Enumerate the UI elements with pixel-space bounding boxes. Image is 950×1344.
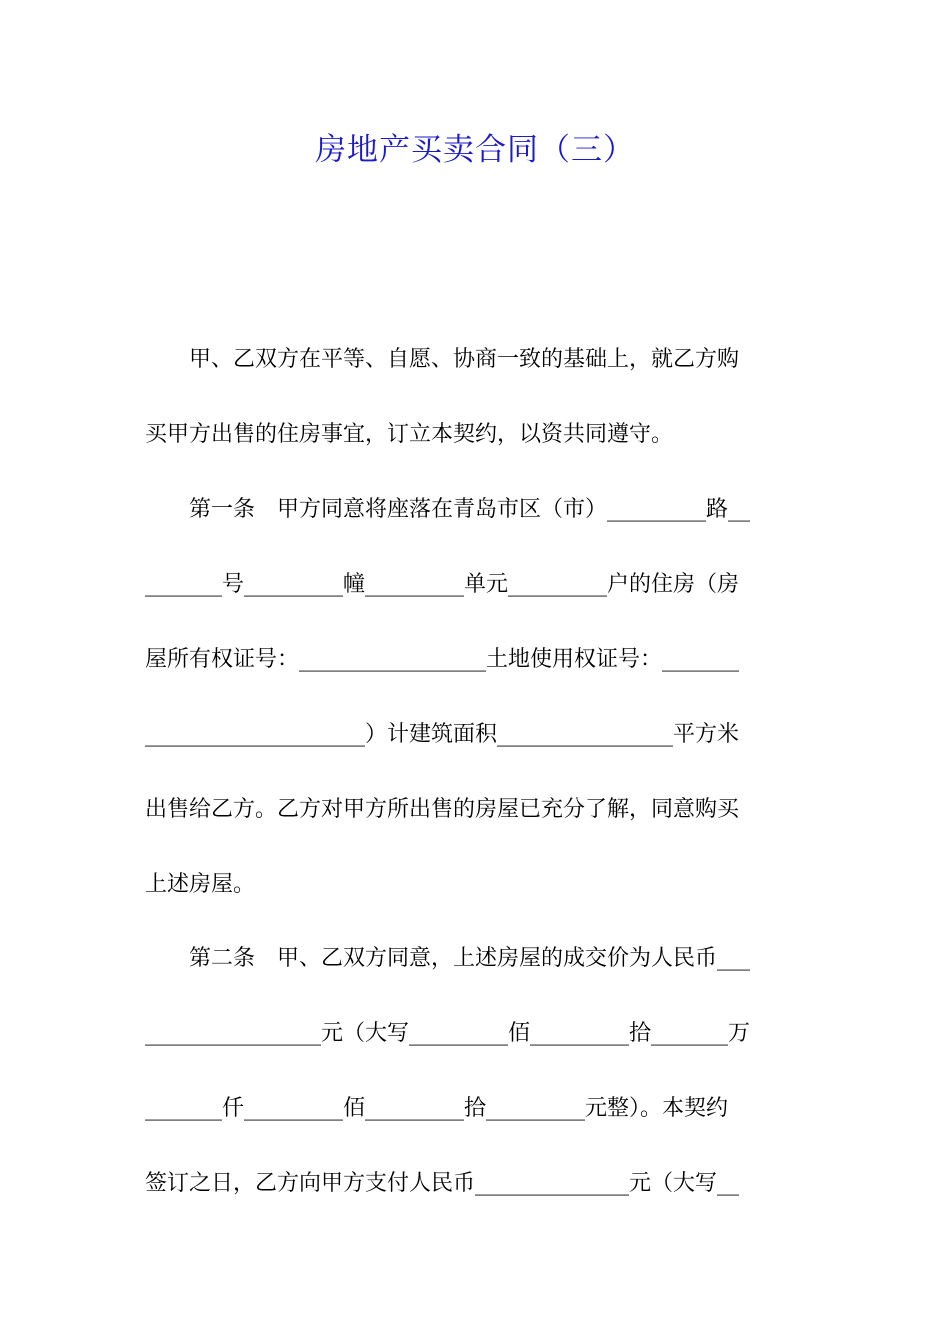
paragraph-line: 上述房屋。 <box>145 872 256 897</box>
paragraph-line: 买甲方出售的住房事宜，订立本契约，以资共同遵守。 <box>145 422 674 447</box>
paragraph-line: _______仟_________佰_________拾_________元整）。本契约 <box>145 1096 729 1121</box>
paragraph-line: _______号_________幢_________单元_________户的住房（房 <box>145 572 740 597</box>
document-title: 房地产买卖合同（三） <box>315 132 635 168</box>
paragraph-line: 屋所有权证号：_________________土地使用权证号：_______ <box>145 647 740 672</box>
paragraph-line: 第二条 甲、乙双方同意，上述房屋的成交价为人民币___ <box>145 946 751 971</box>
paragraph-line: 出售给乙方。乙方对甲方所出售的房屋已充分了解，同意购买 <box>145 797 740 822</box>
paragraph-line: 签订之日，乙方向甲方支付人民币______________元（大写__ <box>145 1171 740 1196</box>
paragraph-line: 第一条 甲方同意将座落在青岛市区（市）_________路__ <box>145 497 751 522</box>
paragraph-line: ____________________）计建筑面积________________平方米 <box>145 722 740 747</box>
paragraph-line: ________________元（大写_________佰_________拾_______万 <box>145 1021 751 1046</box>
paragraph-line: 甲、乙双方在平等、自愿、协商一致的基础上，就乙方购 <box>145 347 740 372</box>
